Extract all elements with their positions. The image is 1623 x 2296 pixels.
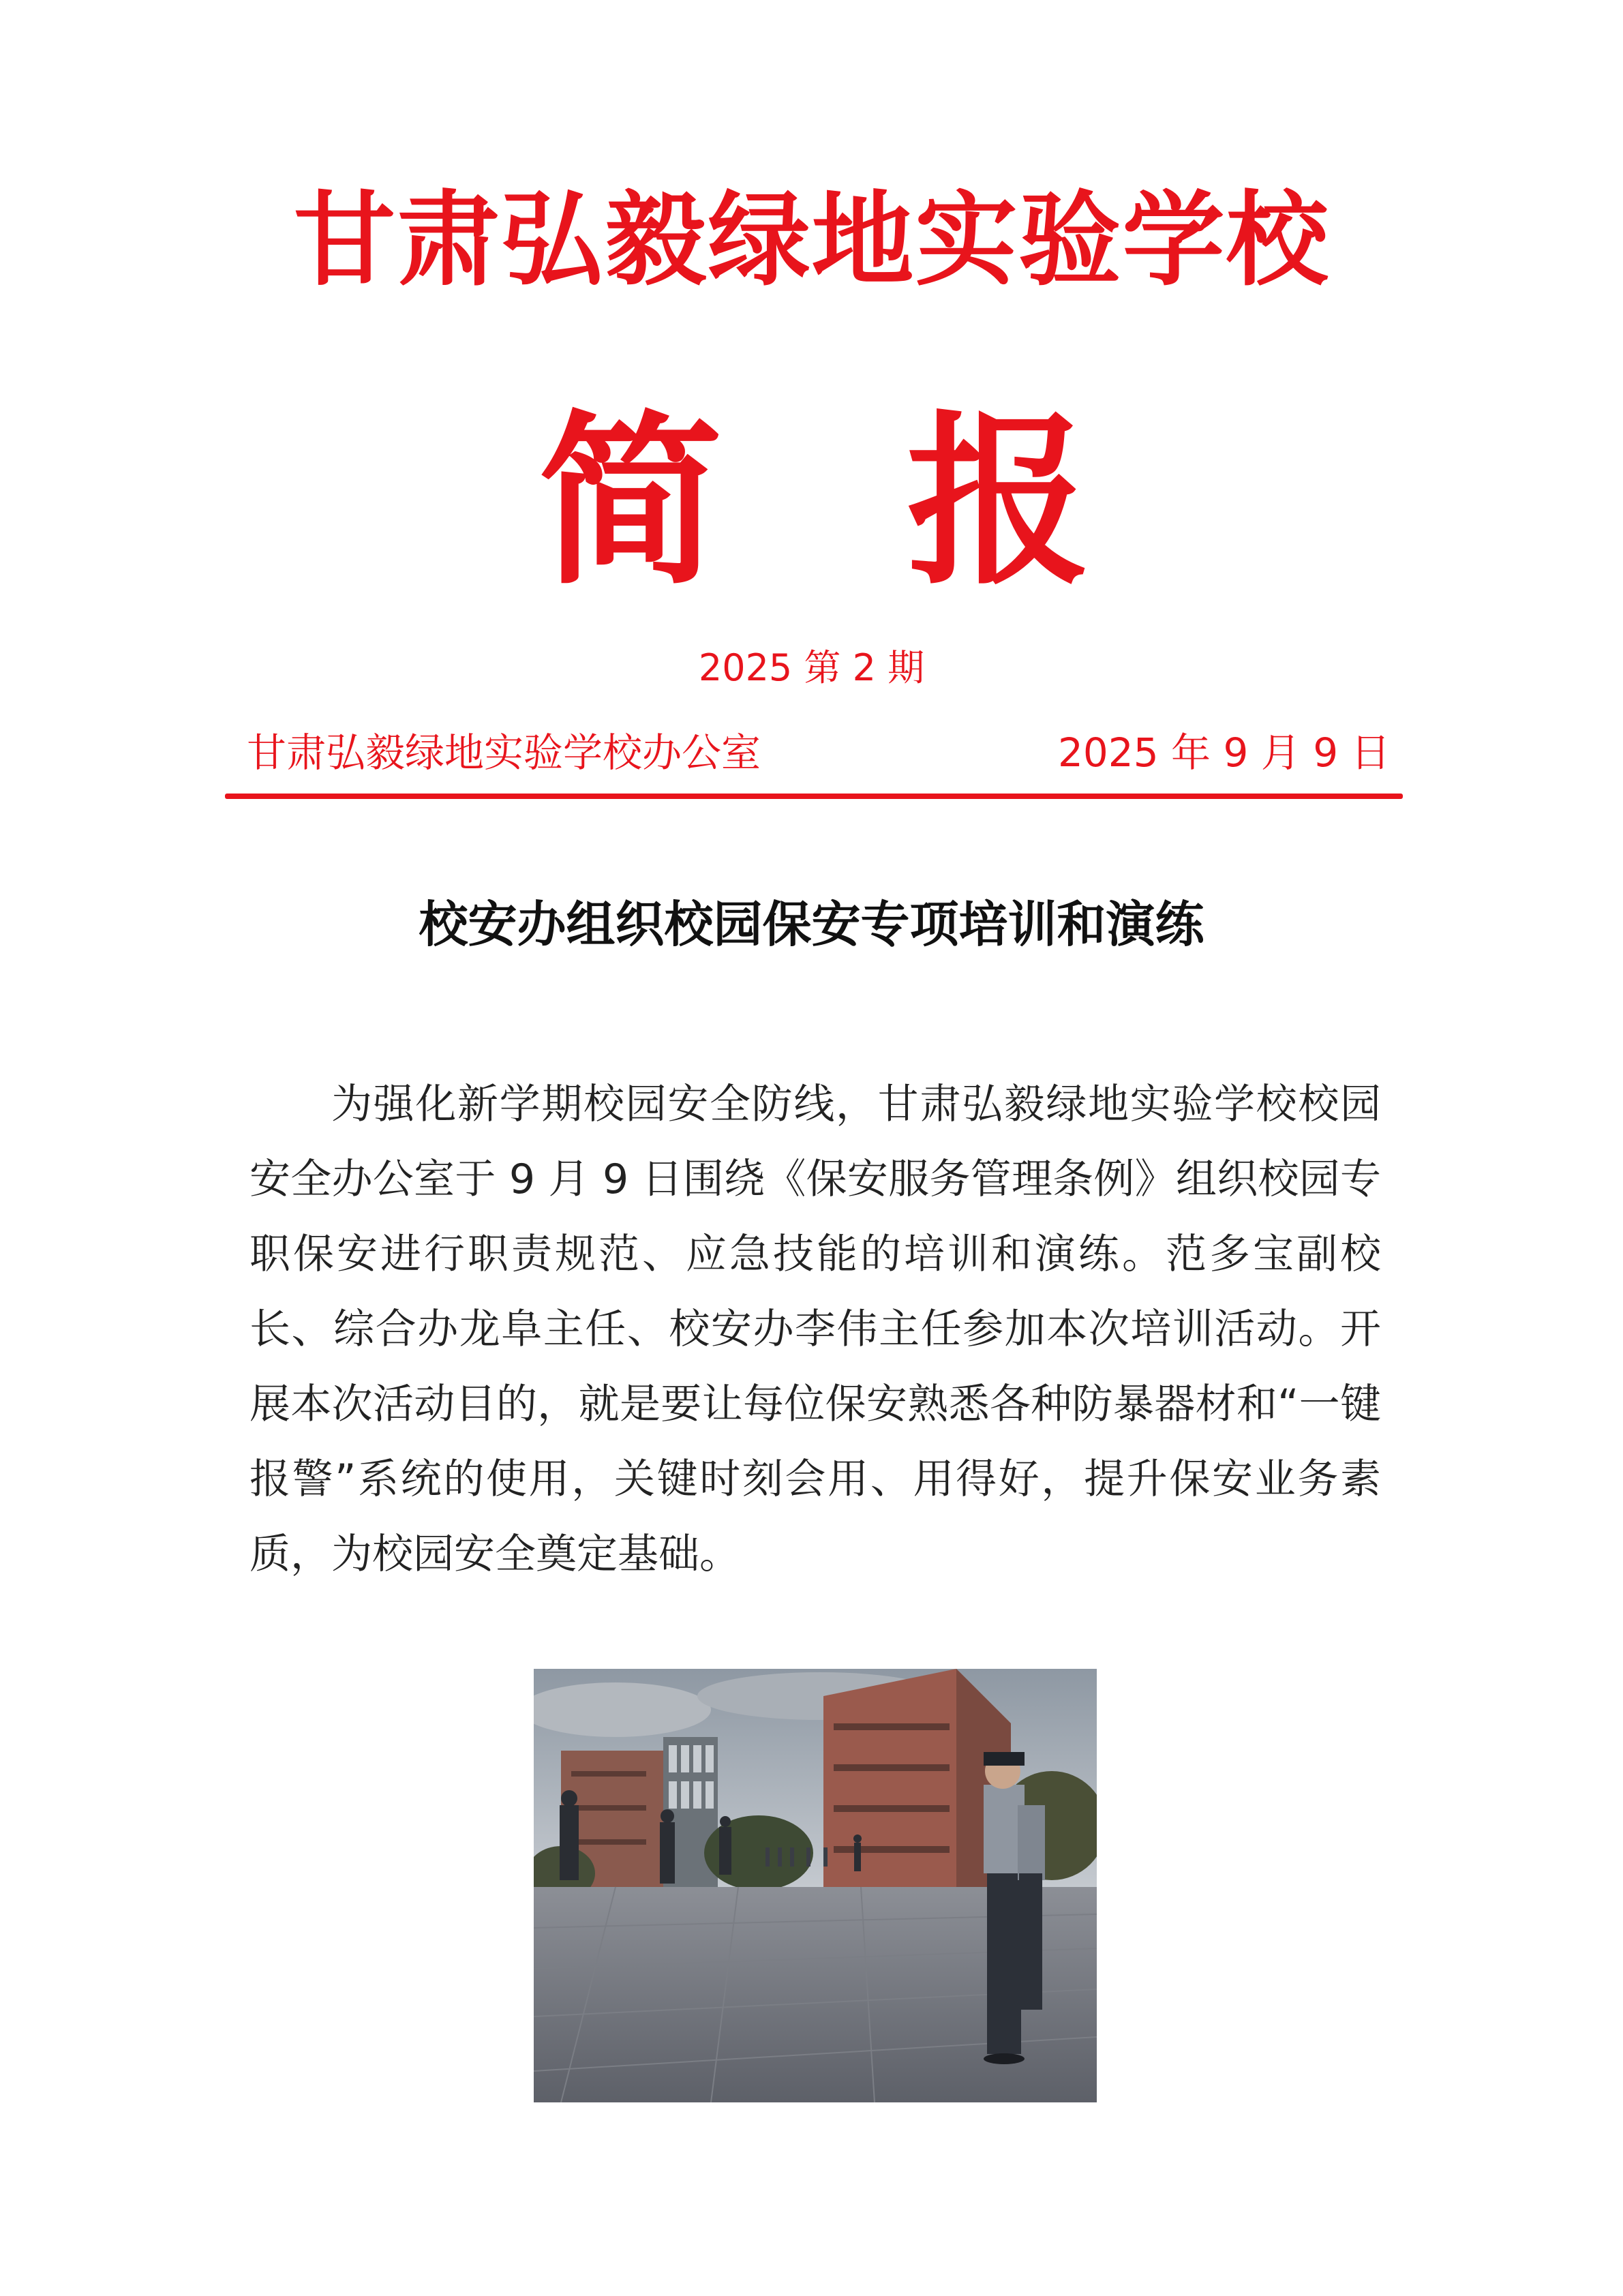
school-name-heading: 甘肃弘毅绿地实验学校 (293, 180, 1330, 300)
training-photo (534, 1669, 1097, 2102)
brief-title-char-1: 简 (539, 393, 723, 609)
issuing-office: 甘肃弘毅绿地实验学校办公室 (247, 729, 761, 776)
brief-title-char-2: 报 (907, 393, 1091, 609)
issue-date: 2025 年 9 月 9 日 (1058, 729, 1391, 776)
article-body: 为强化新学期校园安全防线，甘肃弘毅绿地实验学校校园安全办公室于 9 月 9 日围绕《保安服务管理条例》组织校园专职保安进行职责规范、应急技能的培训和演练。范多宝副校长、综合办龙阜主任、校安办李伟主任参加本次培训活动。开展本次活动目的，就是要让每位保安熟悉各种防暴器材和“一键报警”系统的使用，关键时刻会用、用得好，提升保安业务素质，为校园安全奠定基础。 (249, 1081, 1381, 1578)
issue-number: 2025 第 2 期 (698, 646, 925, 689)
masthead-divider (225, 794, 1403, 799)
article-title: 校安办组织校园保安专项培训和演练 (419, 895, 1204, 953)
